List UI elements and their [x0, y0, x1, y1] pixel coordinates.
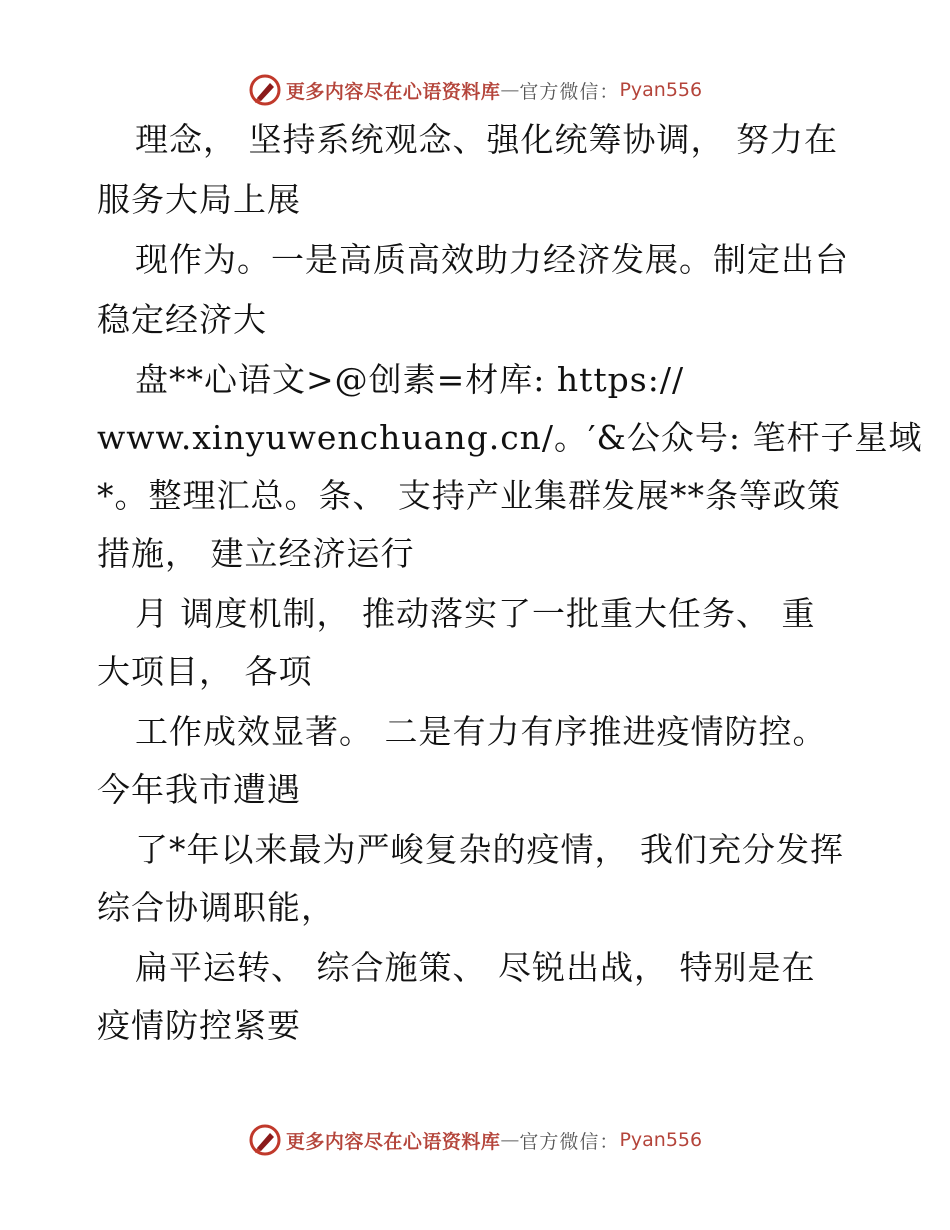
banner-wechat-id: Pyan556	[619, 79, 703, 101]
banner-main-text: 更多内容尽在心语资料库	[285, 80, 501, 103]
body-line: 工作成效显著。 二是有力有序推进疫情防控。	[135, 712, 827, 751]
banner-sub-text: 官方微信	[519, 1130, 600, 1153]
body-line: 理念， 坚持系统观念、强化统筹协调， 努力在	[135, 120, 838, 159]
banner-dash: —	[500, 79, 520, 101]
footer-banner	[0, 1122, 950, 1158]
pen-logo-icon	[248, 1123, 282, 1157]
body-line: 扁平运转、 综合施策、 尽锐出战， 特别是在	[135, 948, 816, 987]
body-line: 盘**心语文>@创素=材库: https://	[135, 360, 685, 399]
body-line: 今年我市遭遇	[97, 770, 301, 809]
banner-main-text: 更多内容尽在心语资料库	[285, 1130, 501, 1153]
body-line: 措施， 建立经济运行	[97, 534, 415, 573]
banner-colon: ：	[599, 1130, 620, 1153]
banner-dash: —	[500, 1129, 520, 1151]
body-line: 稳定经济大	[97, 300, 267, 339]
header-banner	[0, 72, 950, 108]
body-line: www.xinyuwenchuang.cn/。′&公众号: 笔杆子星域	[97, 418, 923, 457]
banner-wechat-id: Pyan556	[619, 1129, 703, 1151]
pen-logo-icon	[248, 73, 282, 107]
banner-colon: ：	[599, 80, 620, 103]
body-line: 大项目， 各项	[97, 652, 313, 691]
body-line: *。整理汇总。条、 支持产业集群发展**条等政策	[97, 476, 841, 515]
body-line: 综合协调职能，	[97, 888, 335, 927]
body-line: 现作为。一是高质高效助力经济发展。制定出台	[135, 240, 849, 279]
body-line: 月 调度机制， 推动落实了一批重大任务、 重	[135, 594, 816, 633]
body-line: 服务大局上展	[97, 180, 301, 219]
body-line: 了*年以来最为严峻复杂的疫情， 我们充分发挥	[135, 830, 844, 869]
banner-sub-text: 官方微信	[519, 80, 600, 103]
body-line: 疫情防控紧要	[97, 1006, 301, 1045]
